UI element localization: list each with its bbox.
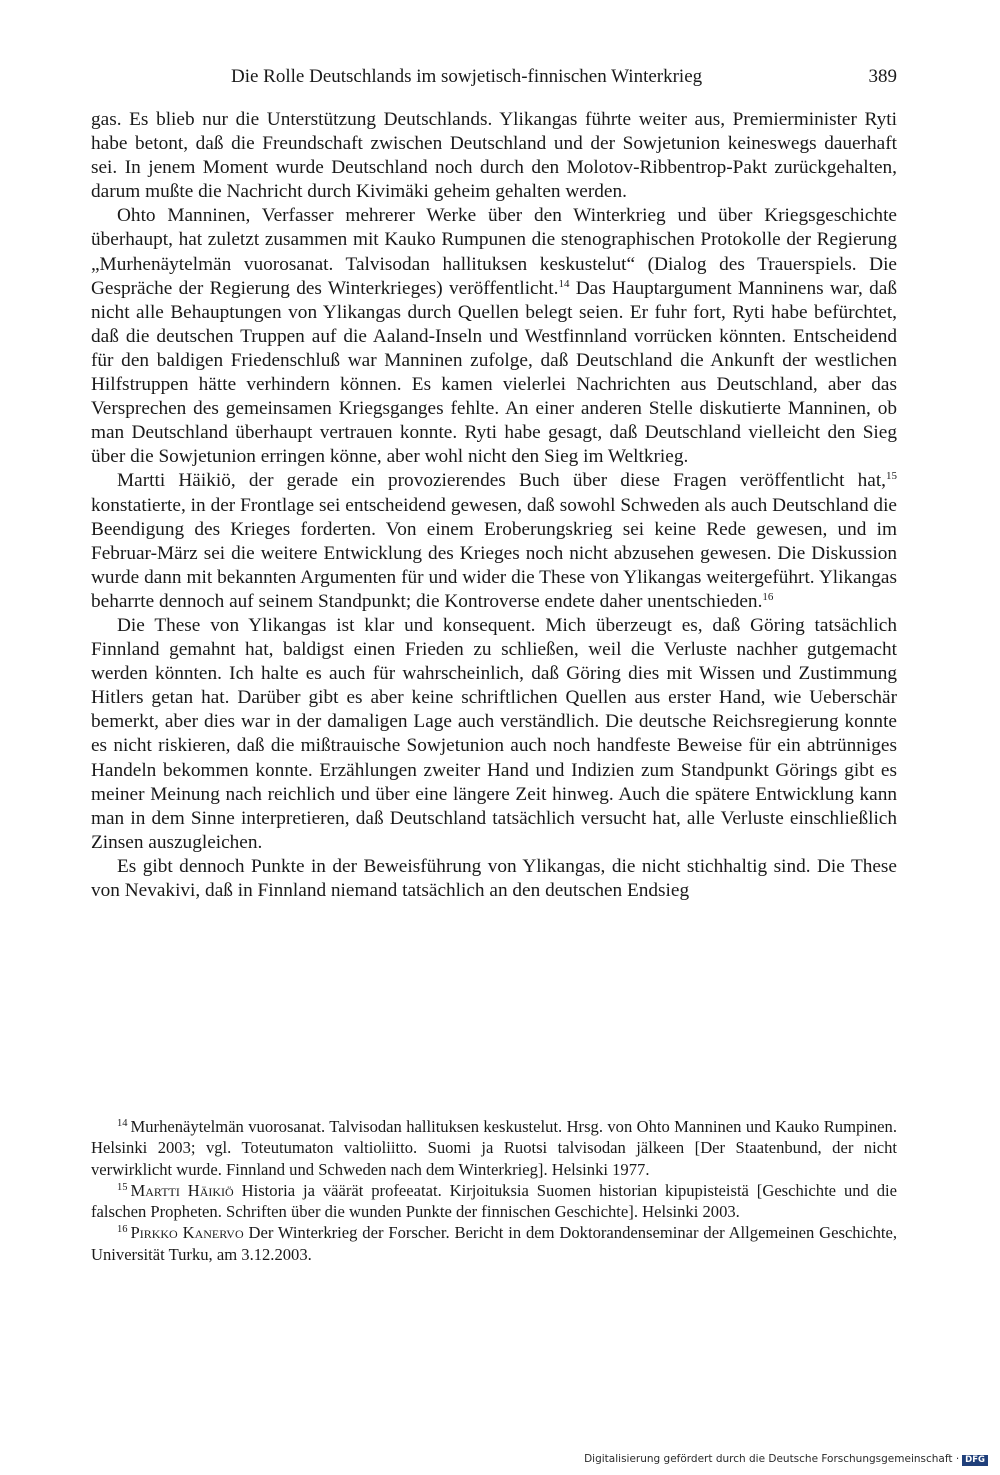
paragraph-3-text-b: konstatierte, in der Frontlage sei entscheidend gewesen, daß sowohl Schweden als auch Deutschland die Beendigung des Krieges forderten. Von einem Eroberungskrieg sei keine Rede gewesen, und im Februar-März sei die weitere Entwicklung des Krieges noch nicht abzusehen gewesen. Die Diskussion wurde dann mit bekannten Argumenten für und wider die These von Ylikangas weitergeführt. Ylikangas beharrte dennoch auf seinem Standpunkt; die Kontroverse endete daher unentschieden. bbox=[91, 494, 897, 612]
paragraph-5-text: Es gibt dennoch Punkte in der Beweisführung von Ylikangas, die nicht stichhaltig sind. Die These von Nevakivi, daß in Finnland niemand tatsächlich an den deutschen Endsieg bbox=[91, 855, 897, 901]
footnote-16-author: Pirkko Kanervo bbox=[130, 1223, 244, 1243]
paragraph-2 bbox=[91, 204, 897, 469]
paragraph-3 bbox=[91, 469, 897, 614]
paragraph-1 bbox=[91, 108, 897, 204]
footnote-ref-15[interactable]: 15 bbox=[886, 470, 897, 483]
footnote-16-number: 16 bbox=[117, 1224, 128, 1236]
footnote-14 bbox=[91, 1116, 897, 1180]
footnote-ref-14[interactable]: 14 bbox=[558, 277, 570, 290]
paragraph-4-text: Die These von Ylikangas ist klar und konsequent. Mich überzeugt es, daß Göring tatsächlich Finnland gemahnt hat, baldigst einen Frieden zu schließen, weil die Verluste nachher gutgemacht werden könnten. Ich halte es auch für wahrscheinlich, daß Göring dies mit Wissen und Zustimmung Hitlers getan hat. Darüber gibt es aber keine schriftlichen Quellen aus erster Hand, wie Ueberschär bemerkt, aber dies war in der damaligen Lage auch verständlich. Die deutsche Reichsregierung konnte es nicht riskieren, daß die mißtrauische Sowjetunion auch noch handfeste Beweise für ein abtrünniges Handeln bekommen konnte. Erzählungen zweiter Hand und Indizien zum Standpunkt Görings gibt es meiner Meinung nach reichlich und über eine längere Zeit hinweg. Auch die spätere Entwicklung kann man in dem Sinne interpretieren, daß Deutschland tatsächlich versucht hat, alle Verluste einschließlich Zinsen auszugleichen. bbox=[91, 614, 897, 853]
paragraph-2-text-a: Ohto Manninen, Verfasser mehrerer Werke über den Winterkrieg und über Kriegsgeschichte überhaupt, hat zuletzt zusammen mit Kauko Rumpunen die stenographischen Protokolle der Regierung „Murhenäytelmän vuorosanat. Talvisodan hallituksen keskustelut“ (Dialog des Trauerspiels. Die Gespräche der Regierung des Winterkrieges) veröffentlicht. bbox=[91, 205, 897, 299]
page-number: 389 bbox=[868, 66, 897, 87]
footnote-16-text: Der Winterkrieg der Forscher. Bericht in dem Doktorandenseminar der Allgemeinen Geschichte, Universität Turku, am 3.12.2003. bbox=[91, 1223, 897, 1264]
footnote-16 bbox=[91, 1222, 897, 1265]
footnote-15 bbox=[91, 1180, 897, 1223]
footnote-15-text: Historia ja väärät profeeatat. Kirjoituksia Suomen historian kipupisteistä [Geschichte und die falschen Propheten. Schriften über die wunden Punkte der finnischen Geschichte]. Helsinki 2003. bbox=[91, 1180, 897, 1222]
paragraph-5 bbox=[91, 855, 897, 903]
body-text bbox=[91, 108, 897, 903]
footnote-14-text: Murhenäytelmän vuorosanat. Talvisodan hallituksen keskustelut. Hrsg. von Ohto Manninen und Kauko Rumpinen. Helsinki 2003; vgl. Toteutumaton valtioliitto. Suomi ja Ruotsi talvisodan jälkeen [Der Staatenbund, der nicht verwirklicht wurde. Finnland und Schweden nach dem Winterkrieg]. Helsinki 1977. bbox=[91, 1117, 897, 1179]
footnote-15-author: Martti Häikiö bbox=[130, 1180, 234, 1200]
dfg-logo: DFG bbox=[962, 1455, 988, 1466]
page-header bbox=[91, 62, 897, 92]
footnote-ref-16[interactable]: 16 bbox=[762, 590, 774, 603]
paragraph-2-text-b: Das Hauptargument Manninens war, daß nicht alle Behauptungen von Ylikangas durch Quellen belegt seien. Er fuhr fort, Ryti habe befürchtet, daß die deutschen Truppen auf die Aaland-Inseln und Westfinnland vorrücken könnten. Entscheidend für den baldigen Friedenschluß war Manninen zufolge, daß Deutschland die Ankunft der westlichen Hilfstruppen hätte verhindern können. Es kamen vielerlei Nachrichten aus Deutschland, aber das Versprechen des gemeinsamen Kriegsganges fehlte. An einer anderen Stelle diskutierte Manninen, ob man Deutschland überhaupt vertrauen konnte. Ryti habe gesagt, daß Deutschland vielleicht den Sieg über die Sowjetunion erringen könne, aber wohl nicht den Sieg im Weltkrieg. bbox=[91, 277, 897, 468]
running-title: Die Rolle Deutschlands im sowjetisch-finnischen Winterkrieg bbox=[231, 66, 703, 87]
digitization-notice-text: Digitalisierung gefördert durch die Deutsche Forschungsgemeinschaft · bbox=[584, 1453, 960, 1465]
digitization-notice bbox=[584, 1452, 988, 1466]
paragraph-3-text-a: Martti Häikiö, der gerade ein provozierendes Buch über diese Fragen veröffentlicht hat, bbox=[117, 470, 886, 492]
footnote-14-number: 14 bbox=[117, 1118, 128, 1129]
footnotes bbox=[91, 1116, 897, 1265]
paragraph-1-text: gas. Es blieb nur die Unterstützung Deutschlands. Ylikangas führte weiter aus, Premierminister Ryti habe betont, daß die Freundschaft zwischen Deutschland und der Sowjetunion keineswegs dauerhaft sei. In jenem Moment wurde Deutschland noch durch den Molotov-Ribbentrop-Pakt zurückgehalten, darum mußte die Nachricht durch Kivimäki geheim gehalten werden. bbox=[91, 109, 897, 203]
footnote-15-number: 15 bbox=[117, 1181, 128, 1193]
paragraph-4 bbox=[91, 614, 897, 855]
